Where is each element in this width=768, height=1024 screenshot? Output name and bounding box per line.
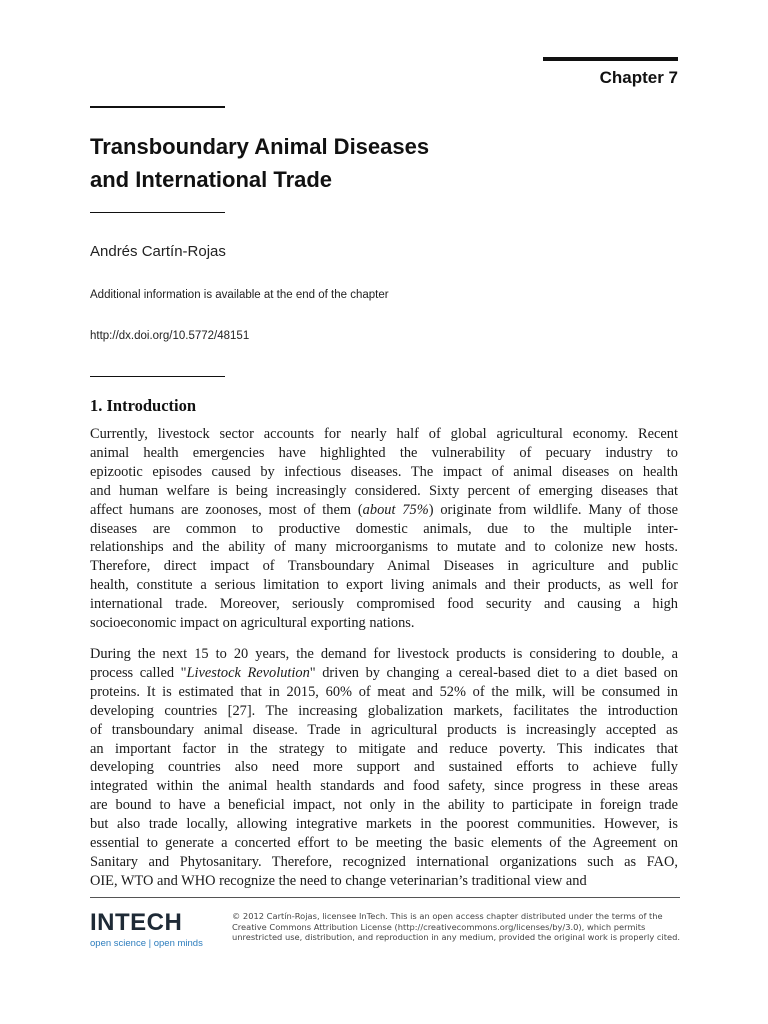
text-line: proteins. It is estimated that in 2015, 60% of meat and 52% of the milk, will be consumed in	[90, 683, 678, 700]
text-line: animal health emergencies have highlighted the vulnerability of pecuary industry to	[90, 444, 678, 461]
section-heading: 1. Introduction	[90, 396, 197, 415]
chapter-rule	[543, 57, 678, 61]
italic-run: Livestock Revolution	[186, 664, 310, 681]
text-line	[90, 501, 678, 520]
text-line: an important factor in the strategy to mitigate and reduce poverty. This indicates that	[90, 740, 678, 757]
text-line: international trade. Moreover, seriously compromised food security and causing a high	[90, 596, 678, 613]
text-line: relationships and the ability of many microorganisms to mutate and to colonize new hosts.	[90, 539, 678, 556]
author-name: Andrés Cartín-Rojas	[90, 243, 226, 260]
text-line: socioeconomic impact on agricultural exporting nations.	[90, 615, 415, 632]
italic-run: about 75%	[362, 501, 429, 518]
license-line: Creative Commons Attribution License (http://creativecommons.org/licenses/by/3.0), which permits	[232, 921, 646, 932]
license-notice	[232, 911, 680, 943]
text-line: epizootic episodes caused by infectious diseases. The impact of animal diseases on health	[90, 463, 678, 480]
publisher-logo	[90, 910, 203, 949]
title-bottom-rule	[90, 212, 225, 213]
section-rule	[90, 376, 225, 377]
text-line: Currently, livestock sector accounts for nearly half of global agricultural economy. Recent	[90, 426, 678, 442]
text-line: but also trade locally, allowing integrative markets in the poorest communities. However, is	[90, 816, 678, 833]
chapter-label: Chapter 7	[599, 68, 678, 87]
text-line: developing countries also need more support and sustained efforts to achieve fully	[90, 759, 678, 776]
license-line: unrestricted use, distribution, and reproduction in any medium, provided the original work is properly cited.	[232, 932, 680, 943]
text-line: and human welfare is being increasingly considered. Sixty percent of emerging diseases that	[90, 482, 678, 499]
doi-link[interactable]: http://dx.doi.org/10.5772/48151	[90, 330, 250, 342]
chapter-title	[90, 130, 610, 196]
text-line	[90, 664, 678, 683]
text-line: Therefore, direct impact of Transboundary Animal Diseases in agriculture and public	[90, 558, 678, 575]
text-run: process called "	[90, 664, 187, 681]
text-line: integrated within the animal health standards and food safety, since progress in these areas	[90, 778, 678, 795]
paragraph-2	[90, 645, 678, 891]
text-line: During the next 15 to 20 years, the demand for livestock products is considering to double, a	[90, 646, 678, 662]
text-line: essential to generate a concerted effort to be meeting the basic elements of the Agreement on	[90, 835, 678, 852]
logo-tagline: open science | open minds	[90, 938, 203, 949]
text-line: health, constitute a serious limitation to export living animals and their products, as well for	[90, 577, 678, 594]
text-line: are bound to have a beneficial impact, not only in the ability to participate in foreign trade	[90, 797, 678, 814]
footer-rule	[90, 897, 680, 898]
text-run: ) originate from wildlife. Many of those	[428, 501, 678, 518]
additional-info-note: Additional information is available at the end of the chapter	[90, 289, 389, 301]
license-line: © 2012 Cartín-Rojas, licensee InTech. This is an open access chapter distributed under the terms of the	[232, 911, 663, 921]
text-run: affect humans are zoonoses, most of them (	[90, 501, 363, 518]
title-line: Transboundary Animal Diseases	[90, 134, 430, 159]
text-line: of transboundary animal disease. Trade in agricultural products is increasingly accepted as	[90, 721, 678, 738]
title-line: and International Trade	[90, 167, 333, 192]
logo-wordmark: INTECH	[90, 909, 183, 936]
title-top-rule	[90, 106, 225, 108]
paragraph-1	[90, 425, 678, 633]
text-line: diseases are common to productive domestic animals, due to the multiple inter-	[90, 520, 678, 537]
text-line: Sanitary and Phytosanitary. Therefore, recognized international organizations such as FAO,	[90, 853, 678, 870]
text-line: developing countries [27]. The increasing globalization markets, facilitates the introduction	[90, 702, 678, 719]
text-line: OIE, WTO and WHO recognize the need to change veterinarian’s traditional view and	[90, 872, 587, 889]
text-run: " driven by changing a cereal-based diet to a diet based on	[309, 664, 678, 681]
